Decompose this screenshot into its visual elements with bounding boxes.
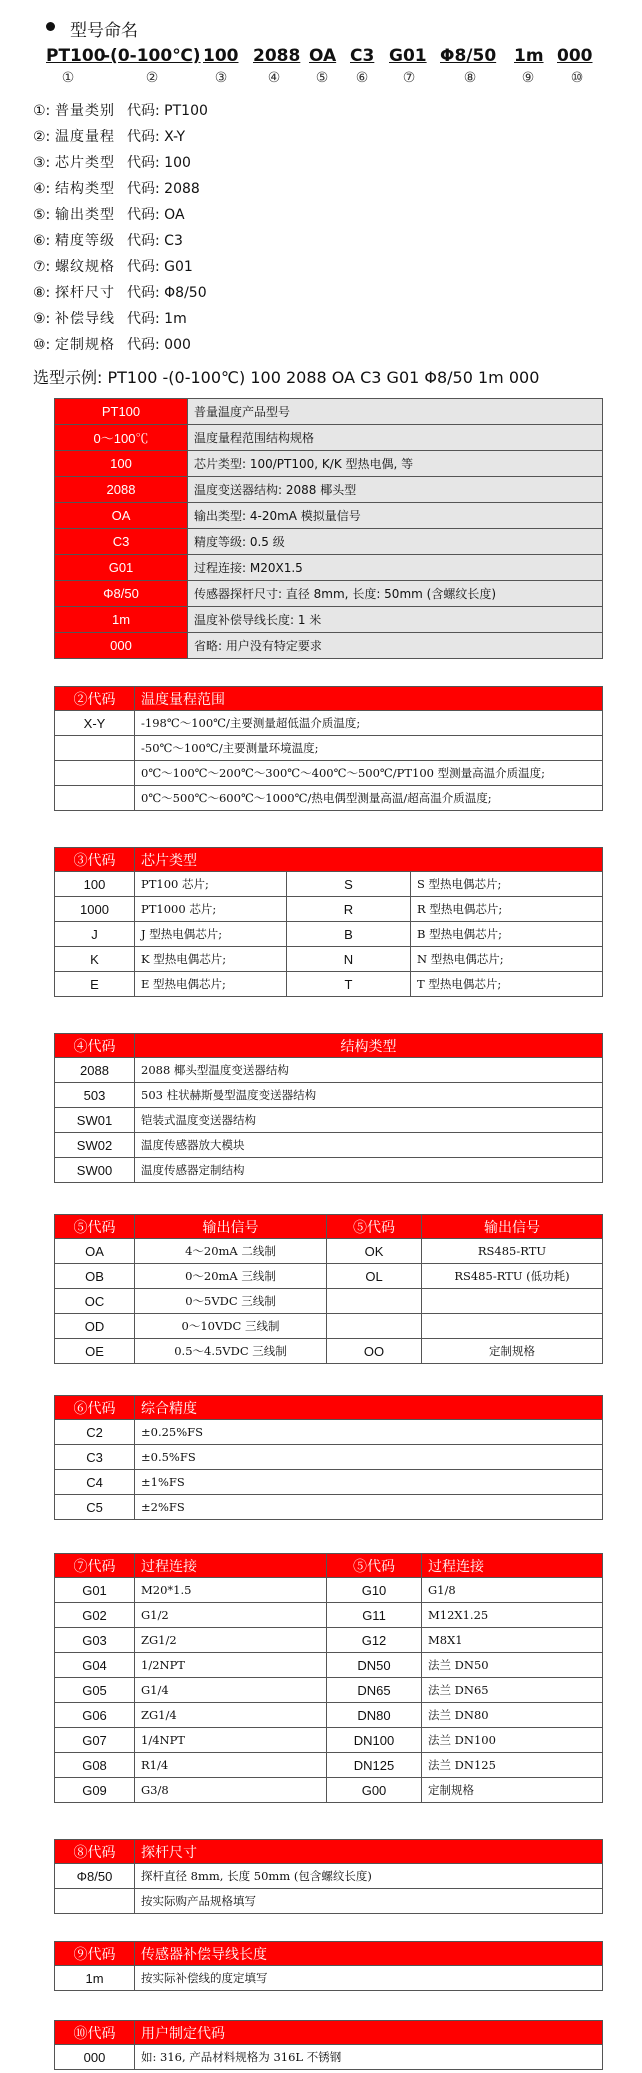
table-cell: 结构类型	[135, 1034, 603, 1058]
table-cell: 过程连接	[422, 1554, 603, 1578]
code-cell: OA	[55, 503, 188, 529]
table-cell: -50℃～100℃/主要测量环境温度;	[135, 736, 603, 761]
table-cell: G07	[55, 1728, 135, 1753]
model-part: 1m	[514, 46, 544, 66]
table-row	[55, 1578, 603, 1603]
position-index: ③	[214, 70, 228, 86]
section-title: 型号命名	[70, 21, 138, 41]
desc-cell: 省略: 用户没有特定要求	[188, 633, 603, 659]
custom-table	[54, 2020, 603, 2070]
table-cell: OA	[55, 1239, 135, 1264]
table-cell: DN65	[327, 1678, 422, 1703]
table-cell: 0.5～4.5VDC 三线制	[135, 1339, 327, 1364]
table-cell: OO	[327, 1339, 422, 1364]
table-cell: SW01	[55, 1108, 135, 1133]
table-row	[55, 555, 603, 581]
position-index: ⑧	[463, 70, 477, 86]
table-cell: G00	[327, 1778, 422, 1803]
table-row	[55, 947, 603, 972]
process-table	[54, 1553, 603, 1803]
cable-table	[54, 1941, 603, 1991]
table-cell: G01	[55, 1578, 135, 1603]
position-index: ⑩	[570, 70, 584, 86]
table-row	[55, 1083, 603, 1108]
model-part: 2088	[253, 46, 301, 66]
field-item: ①: 普量类别 代码: PT100	[33, 103, 208, 119]
table-cell: N 型热电偶芯片;	[411, 947, 603, 972]
table-row	[55, 1158, 603, 1183]
model-part: OA	[309, 46, 337, 66]
table-cell: 芯片类型	[135, 848, 603, 872]
table-cell: ⑤代码	[327, 1215, 422, 1239]
table-cell: G1/4	[135, 1678, 327, 1703]
table-header	[55, 1554, 603, 1578]
table-cell: PT1000 芯片;	[135, 897, 287, 922]
table-cell: J 型热电偶芯片;	[135, 922, 287, 947]
table-cell: ⑦代码	[55, 1554, 135, 1578]
table-cell: OD	[55, 1314, 135, 1339]
table-header	[55, 1034, 603, 1058]
desc-cell: 传感器探杆尺寸: 直径 8mm, 长度: 50mm (含螺纹长度)	[188, 581, 603, 607]
table-cell: 100	[55, 872, 135, 897]
table-cell: ZG1/4	[135, 1703, 327, 1728]
table-cell: ±1%FS	[135, 1470, 603, 1495]
field-item: ⑦: 螺纹规格 代码: G01	[33, 259, 193, 275]
table-row	[55, 607, 603, 633]
table-row	[55, 1445, 603, 1470]
table-row	[55, 1966, 603, 1991]
table-cell: DN80	[327, 1703, 422, 1728]
model-part: 100	[203, 46, 239, 66]
position-index: ②	[145, 70, 159, 86]
table-cell: ±0.5%FS	[135, 1445, 603, 1470]
table-cell: RS485-RTU (低功耗)	[422, 1264, 603, 1289]
table-cell: 503	[55, 1083, 135, 1108]
table-row	[55, 1470, 603, 1495]
table-cell: 法兰 DN80	[422, 1703, 603, 1728]
model-part: G01	[389, 46, 427, 66]
table-cell: G05	[55, 1678, 135, 1703]
table-row	[55, 1264, 603, 1289]
desc-cell: 温度变送器结构: 2088 椰头型	[188, 477, 603, 503]
table-cell: 法兰 DN65	[422, 1678, 603, 1703]
table-row	[55, 1339, 603, 1364]
field-item: ⑨: 补偿导线 代码: 1m	[33, 311, 187, 327]
table-row	[55, 1728, 603, 1753]
table-cell	[55, 736, 135, 761]
structure-table	[54, 1033, 603, 1183]
table-row	[55, 736, 603, 761]
table-row	[55, 477, 603, 503]
table-cell: 温度传感器定制结构	[135, 1158, 603, 1183]
field-item: ④: 结构类型 代码: 2088	[33, 181, 200, 197]
table-cell: 0℃～100℃～200℃～300℃～400℃～500℃/PT100 型测量高温介质温度;	[135, 761, 603, 786]
table-cell: C2	[55, 1420, 135, 1445]
table-cell: OL	[327, 1264, 422, 1289]
desc-cell: 过程连接: M20X1.5	[188, 555, 603, 581]
table-cell	[422, 1314, 603, 1339]
selection-example: 选型示例: PT100 -(0-100℃) 100 2088 OA C3 G01 Φ8/50 1m 000	[33, 368, 540, 387]
table-row	[55, 1420, 603, 1445]
field-item: ⑩: 定制规格 代码: 000	[33, 337, 191, 353]
table-cell: T 型热电偶芯片;	[411, 972, 603, 997]
table-cell: 探杆尺寸	[135, 1840, 603, 1864]
table-cell: 2088	[55, 1058, 135, 1083]
desc-cell: 普量温度产品型号	[188, 399, 603, 425]
table-cell: 1/4NPT	[135, 1728, 327, 1753]
table-header	[55, 687, 603, 711]
table-cell: G04	[55, 1653, 135, 1678]
position-index: ①	[61, 70, 75, 86]
table-header	[55, 1840, 603, 1864]
code-cell: G01	[55, 555, 188, 581]
table-cell: 法兰 DN50	[422, 1653, 603, 1678]
code-cell: 2088	[55, 477, 188, 503]
table-cell: OB	[55, 1264, 135, 1289]
table-cell	[55, 761, 135, 786]
model-part: -(0-100℃)	[103, 46, 201, 66]
table-row	[55, 897, 603, 922]
table-cell: 0～10VDC 三线制	[135, 1314, 327, 1339]
table-cell: G11	[327, 1603, 422, 1628]
table-cell: E 型热电偶芯片;	[135, 972, 287, 997]
accuracy-table	[54, 1395, 603, 1520]
table-row	[55, 872, 603, 897]
output-table	[54, 1214, 603, 1364]
desc-cell: 温度补偿导线长度: 1 米	[188, 607, 603, 633]
table-cell: 传感器补偿导线长度	[135, 1942, 603, 1966]
desc-cell: 输出类型: 4-20mA 模拟量信号	[188, 503, 603, 529]
table-cell: 定制规格	[422, 1778, 603, 1803]
table-row	[55, 1703, 603, 1728]
table-cell	[327, 1289, 422, 1314]
table-cell: G1/8	[422, 1578, 603, 1603]
table-cell: ④代码	[55, 1034, 135, 1058]
table-cell: R	[287, 897, 411, 922]
table-row	[55, 1133, 603, 1158]
table-row	[55, 1678, 603, 1703]
field-item: ⑤: 输出类型 代码: OA	[33, 207, 185, 223]
table-cell: M8X1	[422, 1628, 603, 1653]
table-header	[55, 1942, 603, 1966]
table-cell: OK	[327, 1239, 422, 1264]
table-cell: -198℃～100℃/主要测量超低温介质温度;	[135, 711, 603, 736]
table-cell: C5	[55, 1495, 135, 1520]
table-cell: G08	[55, 1753, 135, 1778]
table-cell: ±0.25%FS	[135, 1420, 603, 1445]
table-cell: DN50	[327, 1653, 422, 1678]
table-row	[55, 1778, 603, 1803]
table-cell	[55, 1889, 135, 1914]
desc-cell: 温度量程范围结构规格	[188, 425, 603, 451]
table-cell: C4	[55, 1470, 135, 1495]
table-row	[55, 2045, 603, 2070]
table-row	[55, 972, 603, 997]
summary-table	[54, 398, 603, 659]
table-row	[55, 1653, 603, 1678]
table-row	[55, 1495, 603, 1520]
table-row	[55, 1864, 603, 1889]
table-cell: N	[287, 947, 411, 972]
code-cell: PT100	[55, 399, 188, 425]
table-cell: S	[287, 872, 411, 897]
table-cell: ⑧代码	[55, 1840, 135, 1864]
table-cell: 1000	[55, 897, 135, 922]
chip-table	[54, 847, 603, 997]
table-cell	[55, 786, 135, 811]
table-cell: G06	[55, 1703, 135, 1728]
probe-table	[54, 1839, 603, 1914]
table-cell: 输出信号	[422, 1215, 603, 1239]
table-row	[55, 711, 603, 736]
table-row	[55, 399, 603, 425]
table-cell: G10	[327, 1578, 422, 1603]
range-table	[54, 686, 603, 811]
model-part: 000	[557, 46, 593, 66]
table-cell: G3/8	[135, 1778, 327, 1803]
table-cell: 法兰 DN125	[422, 1753, 603, 1778]
table-header	[55, 2021, 603, 2045]
table-cell: 铠装式温度变送器结构	[135, 1108, 603, 1133]
table-cell: G09	[55, 1778, 135, 1803]
field-item: ③: 芯片类型 代码: 100	[33, 155, 191, 171]
table-cell: 用户制定代码	[135, 2021, 603, 2045]
table-header	[55, 1396, 603, 1420]
code-cell: Φ8/50	[55, 581, 188, 607]
table-row	[55, 503, 603, 529]
table-cell: 定制规格	[422, 1339, 603, 1364]
position-index: ⑥	[355, 70, 369, 86]
table-cell: E	[55, 972, 135, 997]
table-cell: 1m	[55, 1966, 135, 1991]
table-cell: OE	[55, 1339, 135, 1364]
table-cell: 2088 椰头型温度变送器结构	[135, 1058, 603, 1083]
table-cell: S 型热电偶芯片;	[411, 872, 603, 897]
code-cell: 100	[55, 451, 188, 477]
table-cell: 0℃～500℃～600℃～1000℃/热电偶型测量高温/超高温介质温度;	[135, 786, 603, 811]
table-cell: ⑤代码	[327, 1554, 422, 1578]
table-row	[55, 633, 603, 659]
table-cell: G1/2	[135, 1603, 327, 1628]
table-cell: SW00	[55, 1158, 135, 1183]
position-index: ⑨	[521, 70, 535, 86]
table-cell: SW02	[55, 1133, 135, 1158]
table-row	[55, 581, 603, 607]
table-row	[55, 1058, 603, 1083]
table-cell	[327, 1314, 422, 1339]
table-row	[55, 1603, 603, 1628]
table-header	[55, 1215, 603, 1239]
code-cell: 1m	[55, 607, 188, 633]
table-cell: 按实际购产品规格填写	[135, 1889, 603, 1914]
table-cell: X-Y	[55, 711, 135, 736]
table-cell	[422, 1289, 603, 1314]
table-cell: 输出信号	[135, 1215, 327, 1239]
table-cell: 温度量程范围	[135, 687, 603, 711]
table-cell: G12	[327, 1628, 422, 1653]
table-cell: 503 柱状赫斯曼型温度变送器结构	[135, 1083, 603, 1108]
position-index: ④	[267, 70, 281, 86]
table-row	[55, 761, 603, 786]
model-part: Φ8/50	[440, 46, 497, 66]
model-part: PT100	[46, 46, 106, 66]
table-cell: ⑥代码	[55, 1396, 135, 1420]
table-cell: T	[287, 972, 411, 997]
table-row	[55, 529, 603, 555]
table-cell: 温度传感器放大模块	[135, 1133, 603, 1158]
table-cell: PT100 芯片;	[135, 872, 287, 897]
table-cell: C3	[55, 1445, 135, 1470]
table-cell: B 型热电偶芯片;	[411, 922, 603, 947]
table-row	[55, 1108, 603, 1133]
table-cell: ⑤代码	[55, 1215, 135, 1239]
table-cell: 按实际补偿线的度定填写	[135, 1966, 603, 1991]
table-cell: 过程连接	[135, 1554, 327, 1578]
table-cell: M20*1.5	[135, 1578, 327, 1603]
table-cell: J	[55, 922, 135, 947]
table-cell: 4～20mA 二线制	[135, 1239, 327, 1264]
table-cell: G02	[55, 1603, 135, 1628]
table-row	[55, 1889, 603, 1914]
table-cell: ±2%FS	[135, 1495, 603, 1520]
model-part: C3	[350, 46, 375, 66]
table-row	[55, 451, 603, 477]
table-cell: ⑩代码	[55, 2021, 135, 2045]
table-cell: 综合精度	[135, 1396, 603, 1420]
table-cell: 0～20mA 三线制	[135, 1264, 327, 1289]
table-cell: DN125	[327, 1753, 422, 1778]
code-cell: C3	[55, 529, 188, 555]
table-cell: RS485-RTU	[422, 1239, 603, 1264]
code-cell: 000	[55, 633, 188, 659]
table-cell: 000	[55, 2045, 135, 2070]
table-header	[55, 848, 603, 872]
table-cell: K	[55, 947, 135, 972]
table-cell: 如: 316, 产品材料规格为 316L 不锈钢	[135, 2045, 603, 2070]
table-cell: OC	[55, 1289, 135, 1314]
position-index: ⑦	[402, 70, 416, 86]
table-cell: R 型热电偶芯片;	[411, 897, 603, 922]
table-cell: R1/4	[135, 1753, 327, 1778]
desc-cell: 芯片类型: 100/PT100, K/K 型热电偶, 等	[188, 451, 603, 477]
table-cell: 1/2NPT	[135, 1653, 327, 1678]
table-cell: ②代码	[55, 687, 135, 711]
table-row	[55, 1289, 603, 1314]
table-cell: G03	[55, 1628, 135, 1653]
bullet-dot	[46, 22, 55, 31]
table-row	[55, 1314, 603, 1339]
table-cell: DN100	[327, 1728, 422, 1753]
table-cell: Φ8/50	[55, 1864, 135, 1889]
table-cell: K 型热电偶芯片;	[135, 947, 287, 972]
table-cell: 0～5VDC 三线制	[135, 1289, 327, 1314]
table-cell: B	[287, 922, 411, 947]
desc-cell: 精度等级: 0.5 级	[188, 529, 603, 555]
table-cell: ZG1/2	[135, 1628, 327, 1653]
table-row	[55, 922, 603, 947]
field-item: ⑧: 探杆尺寸 代码: Φ8/50	[33, 285, 207, 301]
code-cell: 0～100℃	[55, 425, 188, 451]
table-row	[55, 786, 603, 811]
table-row	[55, 1628, 603, 1653]
field-item: ②: 温度量程 代码: X-Y	[33, 129, 186, 145]
table-row	[55, 1239, 603, 1264]
position-index: ⑤	[315, 70, 329, 86]
table-cell: 探杆直径 8mm, 长度 50mm (包含螺纹长度)	[135, 1864, 603, 1889]
table-cell: 法兰 DN100	[422, 1728, 603, 1753]
table-cell: ⑨代码	[55, 1942, 135, 1966]
table-row	[55, 1753, 603, 1778]
table-cell: M12X1.25	[422, 1603, 603, 1628]
field-item: ⑥: 精度等级 代码: C3	[33, 233, 183, 249]
table-row	[55, 425, 603, 451]
table-cell: ③代码	[55, 848, 135, 872]
